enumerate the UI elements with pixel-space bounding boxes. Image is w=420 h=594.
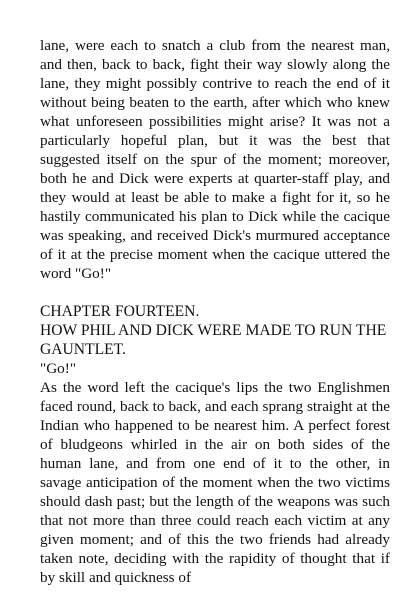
paragraph-continued: lane, were each to snatch a club from the nearest man, and then, back to back, fight their way slowly along the lane, they might possibly contrive to reach the end of it without being beaten to the earth, after which who knew what unforeseen possibilities might arise? It was not a particularly hopeful plan, but it was the best that suggested itself on the spur of the moment; moreover, both he and Dick were experts at quarter-staff play, and they would at least be able to make a fight for it, so he hastily communicated his plan to Dick while the cacique was speaking, and received Dick's murmured acceptance of it at the precise moment when the cacique uttered the word "Go!" [40, 37, 390, 282]
chapter-number: CHAPTER FOURTEEN. [40, 303, 200, 320]
book-page [40, 36, 390, 587]
paragraph-main: As the word left the cacique's lips the two Englishmen faced round, back to back, and each sprang straight at the Indian who happened to be nearest him. A perfect forest of bludgeons whirled in the air on both sides of the human lane, and from one end of it to the other, in savage anticipation of the moment when the two victims should dash past; but the length of the weapons was such that not more than three could reach each victim at any given moment; and of this the two friends had already taken note, deciding with the rapidity of thought that if by skill and quickness of [40, 379, 390, 586]
opening-line: "Go!" [40, 360, 77, 377]
paragraph-gap [40, 283, 390, 302]
chapter-title: HOW PHIL AND DICK WERE MADE TO RUN THE GAUNTLET. [40, 322, 387, 358]
